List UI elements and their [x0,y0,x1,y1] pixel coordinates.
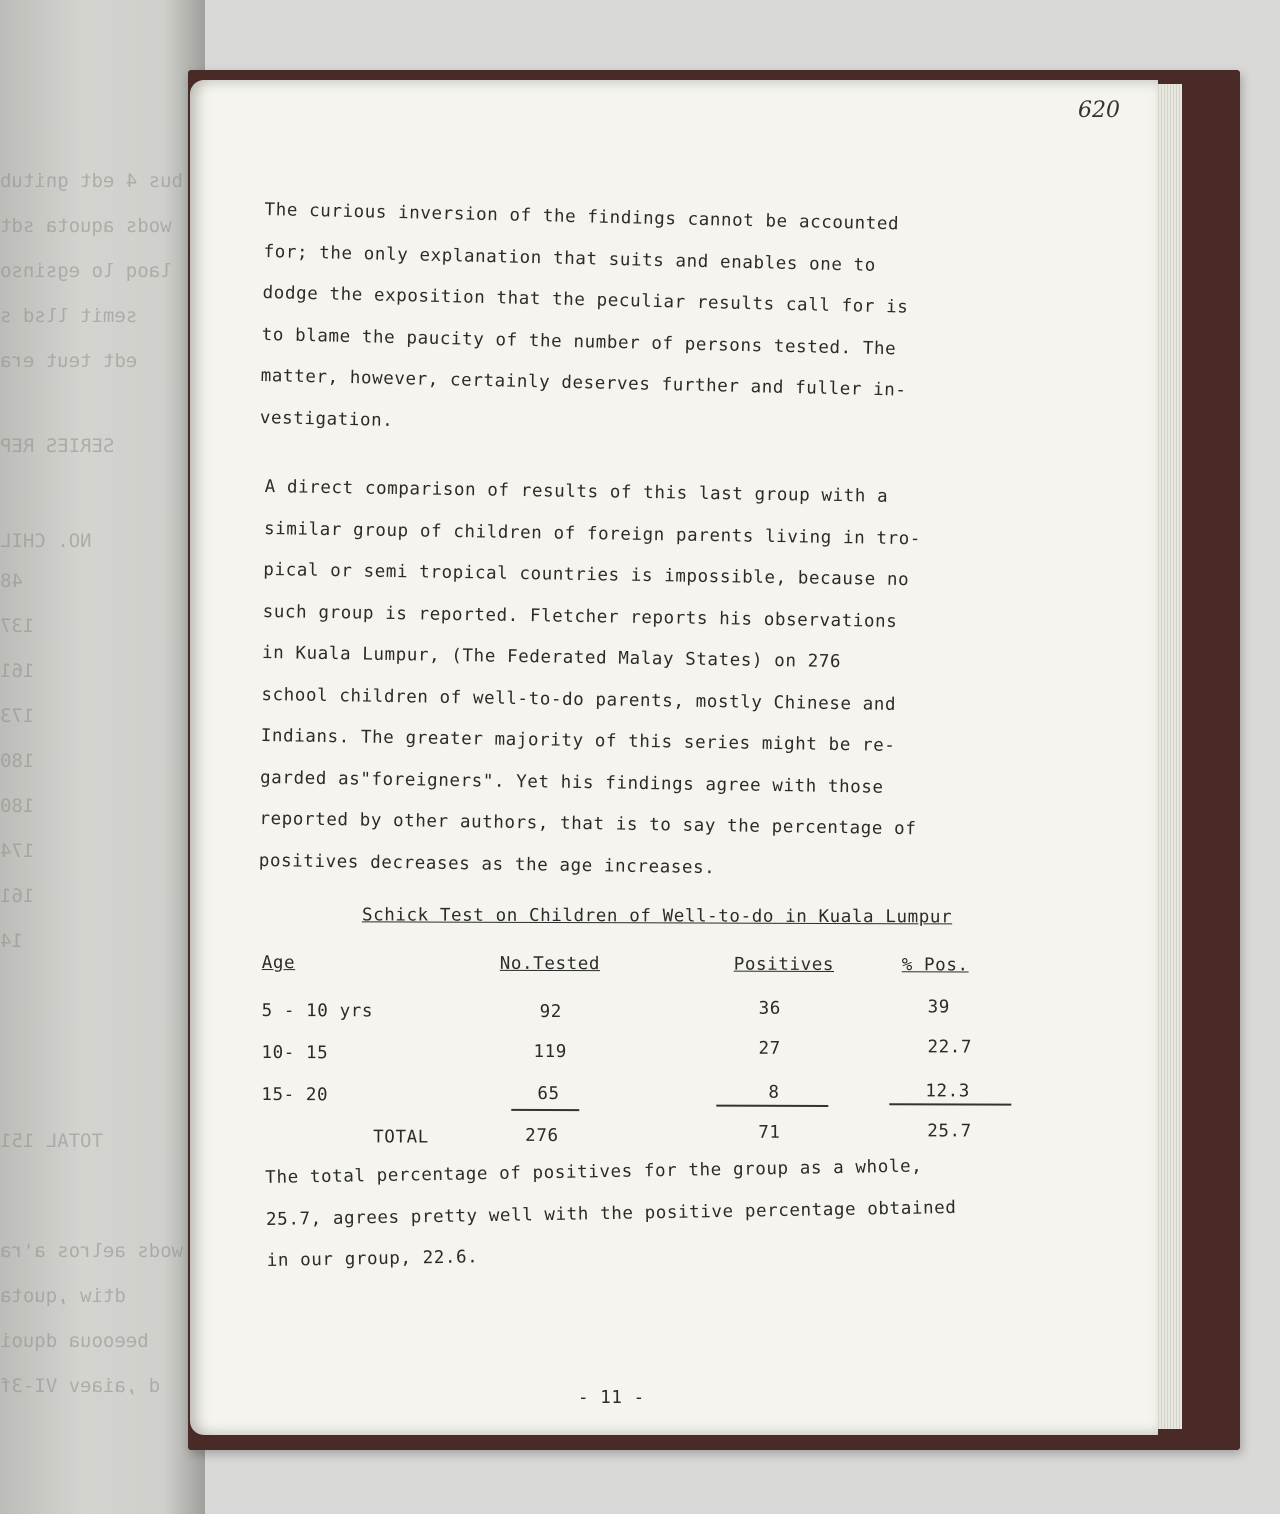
row-2-age: 10- 15 [261,1042,329,1064]
paragraph-2-line: reported by other authors, that is to say the percentage of [259,808,917,840]
row-1-age: 5 - 10 yrs [261,1000,374,1022]
paragraph-total-percentage [265,1145,1027,1283]
subtotal-rule-tested [511,1109,579,1111]
ghost-text-line: edt teut era [0,350,138,372]
ghost-text-line: d ,aiaev VI-3f [0,1375,161,1397]
column-header-percent-pos: % Pos. [901,955,969,976]
paragraph-2-line: pical or semi tropical countries is impossible, because no [263,559,910,591]
paragraph-1-line: to blame the paucity of the number of persons tested. The [261,324,897,359]
handwritten-folio-number: 620 [1078,98,1120,123]
ghost-text-line: 180 [0,750,35,772]
ghost-text-line: 180 [0,795,35,817]
ghost-text-line: wods aquota sdt [0,215,172,237]
ghost-text-line: 161 [0,885,35,907]
paragraph-3-line: 25.7, agrees pretty well with the positive percentage obtained [265,1197,957,1230]
table-title: Schick Test on Children of Well-to-do in Kuala Lumpur [361,905,953,928]
ghost-text-line: wods aelros a'ra [0,1240,184,1262]
paragraph-2-line: garded as"foreigners". Yet his findings agree with those [259,767,884,798]
row-3-age: 15- 20 [261,1084,329,1106]
ghost-text-line: 173 [0,705,35,727]
column-header-age: Age [261,952,296,974]
row-3-tested: 65 [537,1083,560,1105]
column-header-no-tested: No.Tested [499,953,601,975]
ghost-text-line: laoq lo egsinso [0,260,172,282]
ghost-text-line: NO. CHIL [0,530,92,552]
ghost-text-line: 14 [0,930,23,952]
row-3-positives: 8 [768,1082,780,1103]
ghost-text-line: 174 [0,840,35,862]
ghost-text-line: bus 4 edt gnitub [0,170,184,192]
paragraph-3-line: in our group, 22.6. [266,1247,479,1271]
row-1-tested: 92 [539,1001,562,1023]
total-positives: 71 [758,1122,781,1143]
paragraph-2-line: such group is reported. Fletcher reports his observations [262,601,898,632]
paragraph-2-line: A direct comparison of results of this last group with a [264,476,889,507]
row-3-percent: 12.3 [925,1081,970,1102]
row-2-percent: 22.7 [927,1037,973,1058]
column-header-positives: Positives [733,954,835,975]
ghost-text-line: 161 [0,660,35,682]
left-page-bleed-through [0,0,205,1514]
ghost-text-line: TOTAL 151 [0,1130,103,1152]
paragraph-2-line: positives decreases as the age increases. [258,850,716,878]
page-number: - 11 - [578,1388,645,1408]
ghost-text-line: beeooua dquoi [0,1330,149,1352]
total-label: TOTAL [373,1127,429,1148]
ghost-text-line: SERIES REP [0,435,115,457]
row-1-percent: 39 [927,997,950,1018]
paragraph-2-line: Indians. The greater majority of this series might be re- [260,725,896,756]
paragraph-direct-comparison [258,467,1024,894]
ghost-text-line: dtiw ,quota [0,1285,126,1307]
paragraph-1-line: The curious inversion of the findings cannot be accounted [264,199,900,235]
total-tested: 276 [525,1125,559,1147]
row-1-positives: 36 [758,998,781,1019]
paragraph-3-line: The total percentage of positives for the group as a whole, [265,1156,923,1188]
paragraph-2-line: in Kuala Lumpur, (The Federated Malay States) on 276 [261,642,842,673]
paragraph-2-line: school children of well-to-do parents, mostly Chinese and [261,684,897,715]
paragraph-1-line: dodge the exposition that the peculiar results call for is [262,282,909,318]
paragraph-1-line: matter, however, certainly deserves further and fuller in- [260,365,907,401]
row-2-tested: 119 [533,1041,567,1063]
paragraph-1-line: vestigation. [259,407,394,431]
total-percent: 25.7 [927,1121,972,1142]
paragraph-1-line: for; the only explanation that suits and enables one to [263,241,877,276]
ghost-text-line: 137 [0,615,35,637]
paragraph-2-line: similar group of children of foreign parents living in tro- [263,518,922,549]
row-2-positives: 27 [758,1038,781,1059]
paragraph-inversion-findings [259,190,1024,456]
ghost-text-line: semit llsd s [0,305,138,327]
ghost-text-line: 48 [0,570,23,592]
